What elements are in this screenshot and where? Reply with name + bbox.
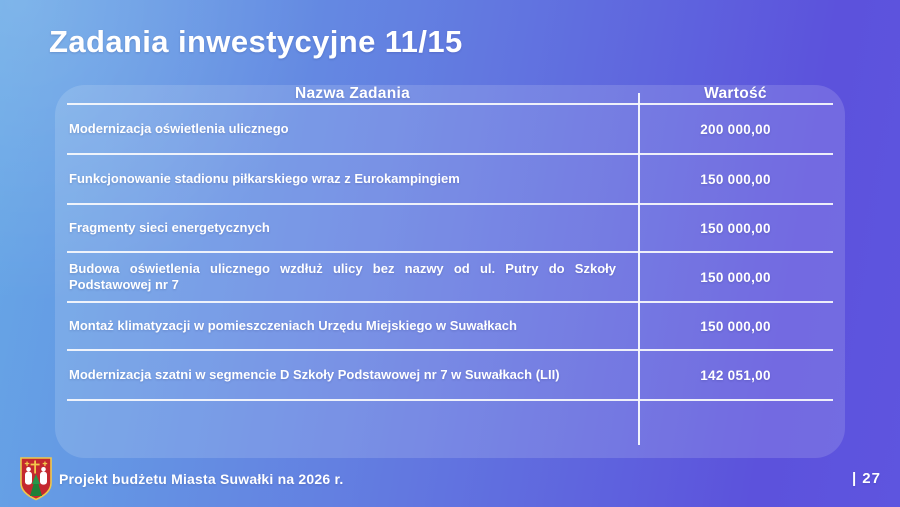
table-panel	[55, 85, 845, 458]
page-title: Zadania inwestycyjne 11/15	[49, 24, 463, 59]
table-header-row	[67, 85, 833, 105]
suwalki-crest-icon	[19, 456, 53, 501]
task-value-cell: 200 000,00	[700, 121, 771, 137]
table-row	[67, 205, 833, 253]
table-row	[67, 351, 833, 401]
task-name-cell: Fragmenty sieci energetycznych	[69, 220, 270, 235]
table-row	[67, 303, 833, 351]
task-name-cell: Budowa oświetlenia ulicznego wzdłuż ulicy bez nazwy od ul. Putry do Szkoły Podstawowej nr 7	[69, 261, 616, 292]
task-name-cell: Montaż klimatyzacji w pomieszczeniach Urzędu Miejskiego w Suwałkach	[69, 318, 517, 333]
task-name-cell: Funkcjonowanie stadionu piłkarskiego wraz z Eurokampingiem	[69, 171, 460, 186]
task-value-cell: 150 000,00	[700, 318, 771, 334]
table-row	[67, 253, 833, 303]
task-value-cell: 150 000,00	[700, 171, 771, 187]
task-name-cell: Modernizacja szatni w segmencie D Szkoły Podstawowej nr 7 w Suwałkach (LII)	[69, 367, 560, 382]
task-value-cell: 150 000,00	[700, 220, 771, 236]
task-value-cell: 142 051,00	[700, 367, 771, 383]
task-name-cell: Modernizacja oświetlenia ulicznego	[69, 121, 289, 136]
task-value-cell: 150 000,00	[700, 269, 771, 285]
table-row	[67, 105, 833, 155]
table-row	[67, 155, 833, 205]
tasks-table	[67, 85, 833, 401]
column-header-wartosc: Wartość	[704, 85, 767, 102]
column-header-nazwa-zadania: Nazwa Zadania	[294, 85, 411, 102]
page-number: | 27	[851, 470, 881, 487]
footer-text: Projekt budżetu Miasta Suwałki na 2026 r.	[59, 471, 344, 487]
